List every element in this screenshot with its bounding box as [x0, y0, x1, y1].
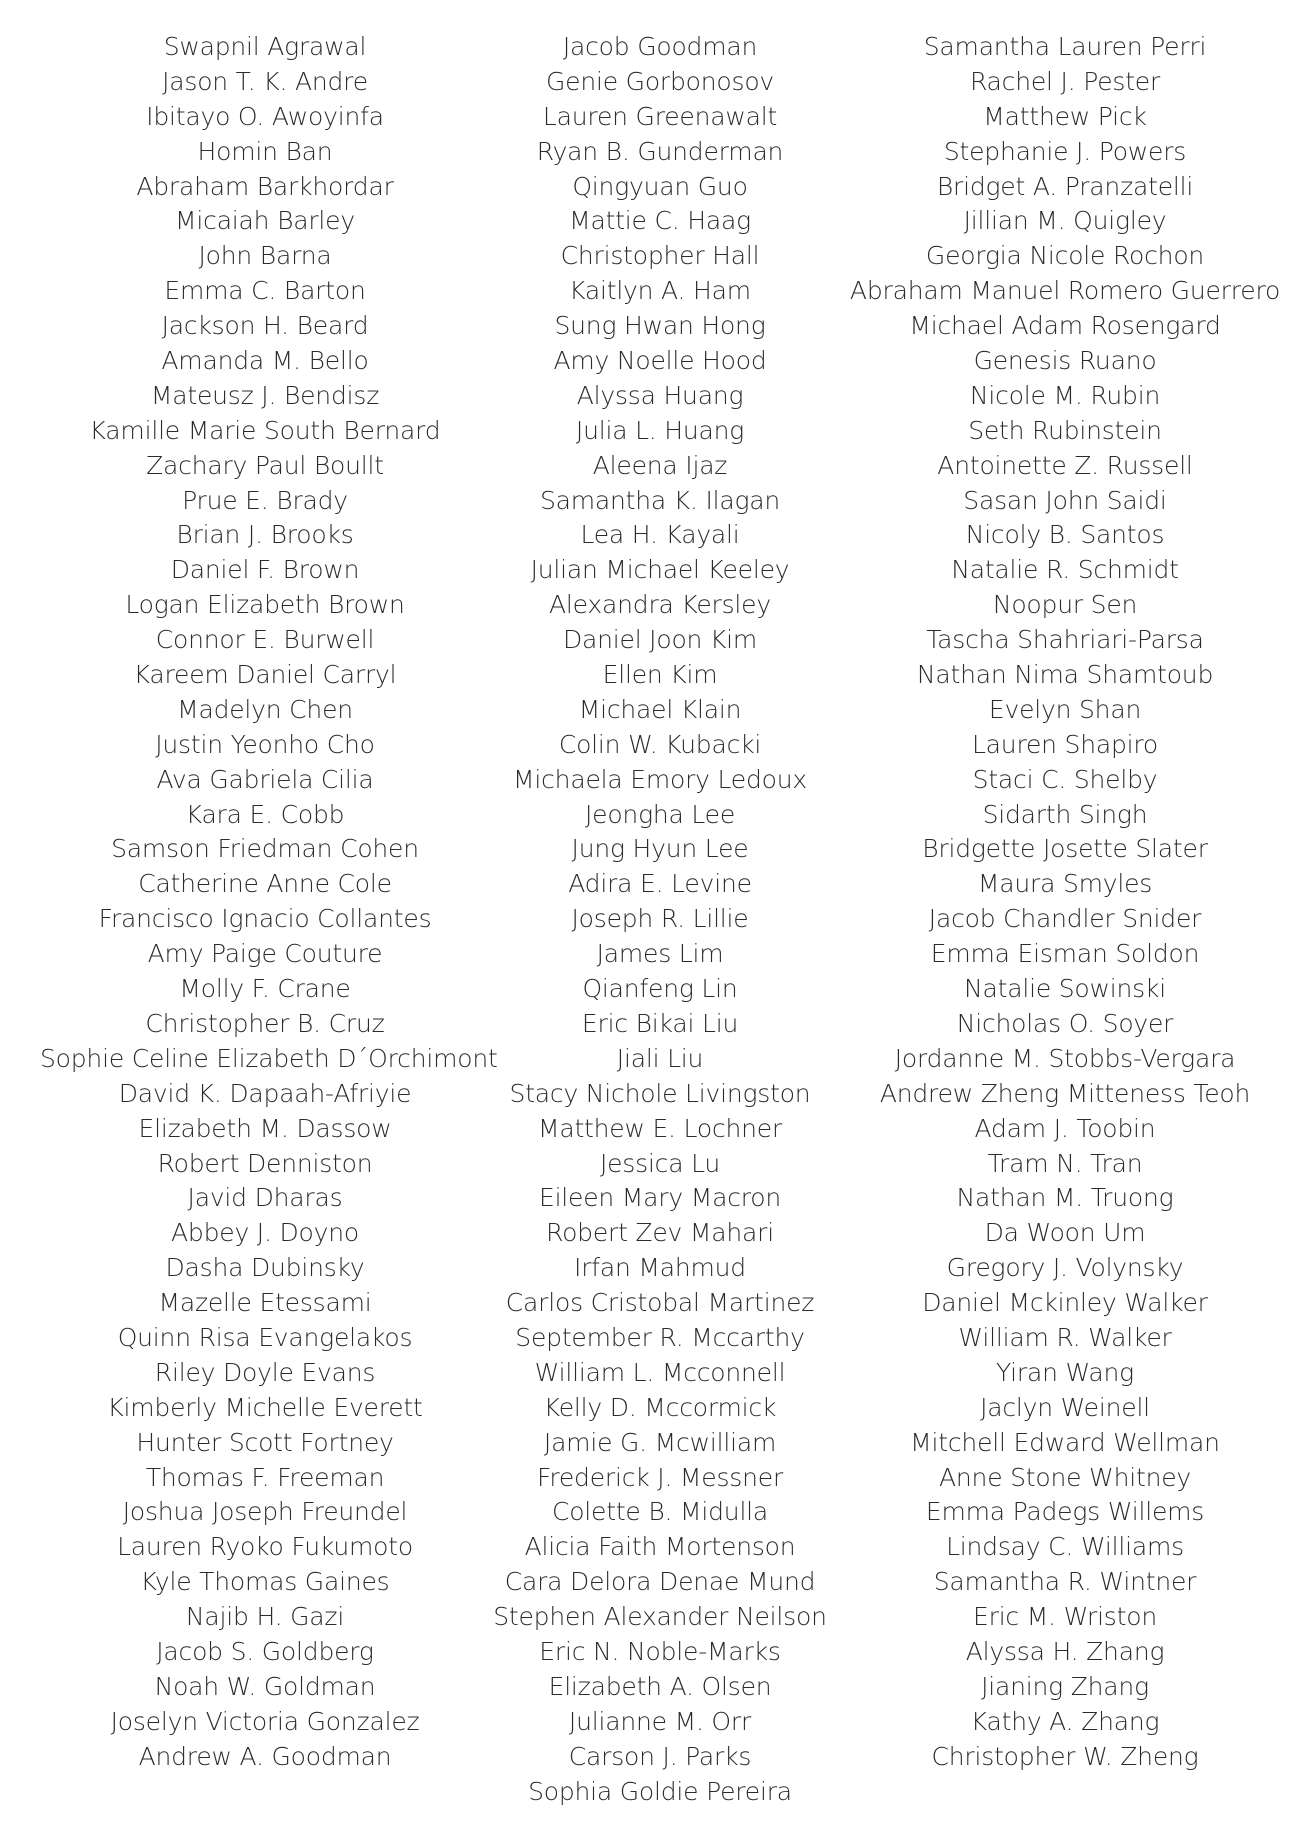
- name-item: Lauren Shapiro: [971, 729, 1159, 759]
- name-item: Sophia Goldie Pereira: [528, 1776, 792, 1806]
- name-item: Stephen Alexander Neilson: [493, 1602, 827, 1632]
- name-item: Qingyuan Guo: [572, 171, 748, 201]
- name-item: William L. Mcconnell: [534, 1357, 786, 1387]
- name-item: Joseph R. Lillie: [571, 904, 749, 934]
- name-item: Colette B. Midulla: [551, 1497, 769, 1527]
- name-item: Natalie Sowinski: [963, 974, 1166, 1004]
- name-item: Sophie Celine Elizabeth D´Orchimont: [40, 1043, 498, 1073]
- name-item: Emma Eisman Soldon: [930, 939, 1200, 969]
- name-item: September R. Mccarthy: [515, 1322, 805, 1352]
- name-item: Abraham Manuel Romero Guerrero: [849, 276, 1281, 306]
- name-item: Jeongha Lee: [584, 799, 736, 829]
- name-column-2: [460, 30, 860, 1809]
- name-item: Brian J. Brooks: [176, 520, 354, 550]
- name-item: Joselyn Victoria Gonzalez: [110, 1706, 420, 1736]
- name-item: Ava Gabriela Cilia: [156, 764, 374, 794]
- name-item: Zachary Paul Boullt: [146, 450, 384, 480]
- name-item: Sasan John Saidi: [963, 485, 1167, 515]
- name-item: Frederick J. Messner: [536, 1462, 784, 1492]
- name-item: Lauren Greenawalt: [542, 101, 778, 131]
- name-item: Cara Delora Denae Mund: [504, 1567, 816, 1597]
- name-item: Eric Bikai Liu: [581, 1008, 739, 1038]
- name-item: Sung Hwan Hong: [554, 311, 766, 341]
- name-item: Tram N. Tran: [987, 1148, 1143, 1178]
- name-item: Hunter Scott Fortney: [136, 1427, 394, 1457]
- name-item: Jacob Chandler Snider: [928, 904, 1202, 934]
- name-item: Kareem Daniel Carryl: [133, 660, 397, 690]
- name-column-1: [40, 30, 498, 1775]
- name-item: Jillian M. Quigley: [963, 206, 1167, 236]
- name-item: Mateusz J. Bendisz: [150, 380, 380, 410]
- name-item: Jackson H. Beard: [161, 311, 369, 341]
- name-item: William R. Walker: [958, 1322, 1172, 1352]
- name-item: Matthew Pick: [983, 101, 1147, 131]
- name-item: Quinn Risa Evangelakos: [117, 1322, 413, 1352]
- name-item: Abraham Barkhordar: [136, 171, 394, 201]
- name-column-3: [830, 30, 1294, 1775]
- name-item: Adam J. Toobin: [974, 1113, 1156, 1143]
- name-item: Anne Stone Whitney: [939, 1462, 1191, 1492]
- name-item: Julian Michael Keeley: [530, 555, 790, 585]
- name-item: Kyle Thomas Gaines: [140, 1567, 390, 1597]
- name-item: Jianing Zhang: [981, 1671, 1149, 1701]
- name-item: Emma Padegs Willems: [925, 1497, 1205, 1527]
- name-item: Ryan B. Gunderman: [536, 136, 784, 166]
- name-item: Connor E. Burwell: [155, 625, 375, 655]
- name-item: Nicholas O. Soyer: [956, 1008, 1174, 1038]
- name-item: Christopher W. Zheng: [931, 1741, 1199, 1771]
- name-item: Georgia Nicole Rochon: [925, 241, 1205, 271]
- name-item: Kamille Marie South Bernard: [89, 415, 441, 445]
- name-item: Aleena Ijaz: [592, 450, 728, 480]
- name-item: Jung Hyun Lee: [571, 834, 749, 864]
- name-item: Mazelle Etessami: [158, 1288, 372, 1318]
- name-item: Kelly D. Mccormick: [543, 1392, 777, 1422]
- name-item: Lindsay C. Williams: [946, 1532, 1184, 1562]
- name-item: Kaitlyn A. Ham: [569, 276, 751, 306]
- name-item: Christopher B. Cruz: [145, 1008, 385, 1038]
- name-item: Noah W. Goldman: [154, 1671, 376, 1701]
- name-item: Michael Adam Rosengard: [909, 311, 1221, 341]
- name-item: Kimberly Michelle Everett: [107, 1392, 423, 1422]
- name-item: Staci C. Shelby: [972, 764, 1158, 794]
- name-item: Amy Paige Couture: [147, 939, 383, 969]
- name-item: Molly F. Crane: [179, 974, 351, 1004]
- name-item: Swapnil Agrawal: [163, 32, 367, 61]
- name-item: Kathy A. Zhang: [970, 1706, 1160, 1736]
- name-item: David K. Dapaah-Afriyie: [118, 1078, 412, 1108]
- name-item: Elizabeth A. Olsen: [548, 1671, 772, 1701]
- name-item: Dasha Dubinsky: [165, 1253, 365, 1283]
- name-item: Genie Gorbonosov: [545, 66, 775, 96]
- name-item: Samantha Lauren Perri: [923, 32, 1207, 61]
- name-item: Andrew Zheng Mitteness Teoh: [879, 1078, 1251, 1108]
- name-item: Catherine Anne Cole: [138, 869, 392, 899]
- name-item: James Lim: [596, 939, 724, 969]
- name-item: Alyssa Huang: [576, 380, 744, 410]
- name-item: Gregory J. Volynsky: [946, 1253, 1184, 1283]
- name-item: Kara E. Cobb: [185, 799, 345, 829]
- name-item: Alexandra Kersley: [549, 590, 771, 620]
- name-item: Nicoly B. Santos: [965, 520, 1165, 550]
- name-item: Michaela Emory Ledoux: [513, 764, 807, 794]
- name-item: Robert Zev Mahari: [546, 1218, 774, 1248]
- name-item: Madelyn Chen: [177, 694, 353, 724]
- name-item: Daniel Mckinley Walker: [922, 1288, 1208, 1318]
- name-item: Alyssa H. Zhang: [965, 1636, 1165, 1666]
- name-item: Nathan Nima Shamtoub: [916, 660, 1214, 690]
- name-item: Logan Elizabeth Brown: [125, 590, 405, 620]
- name-item: John Barna: [198, 241, 332, 271]
- name-item: Amanda M. Bello: [161, 346, 369, 376]
- name-item: Stephanie J. Powers: [943, 136, 1187, 166]
- name-item: Andrew A. Goodman: [138, 1741, 392, 1771]
- name-item: Jamie G. Mcwilliam: [543, 1427, 777, 1457]
- name-item: Nicole M. Rubin: [969, 380, 1161, 410]
- name-item: Eric N. Noble-Marks: [539, 1636, 781, 1666]
- name-item: Maura Smyles: [977, 869, 1153, 899]
- name-item: Carlos Cristobal Martinez: [505, 1288, 815, 1318]
- name-item: Emma C. Barton: [164, 276, 366, 306]
- name-item: Samson Friedman Cohen: [111, 834, 419, 864]
- name-item: Jaclyn Weinell: [980, 1392, 1150, 1422]
- name-item: Bridget A. Pranzatelli: [936, 171, 1194, 201]
- name-item: Jiali Liu: [616, 1043, 704, 1073]
- name-item: Tascha Shahriari-Parsa: [926, 625, 1204, 655]
- name-item: Riley Doyle Evans: [154, 1357, 376, 1387]
- name-item: Amy Noelle Hood: [553, 346, 767, 376]
- name-item: Jacob Goodman: [562, 32, 758, 61]
- name-item: Mattie C. Haag: [569, 206, 751, 236]
- name-item: Jordanne M. Stobbs-Vergara: [894, 1043, 1236, 1073]
- name-item: Stacy Nichole Livingston: [509, 1078, 811, 1108]
- name-item: Carson J. Parks: [568, 1741, 752, 1771]
- name-item: Lea H. Kayali: [580, 520, 740, 550]
- name-item: Alicia Faith Mortenson: [524, 1532, 796, 1562]
- name-item: Eric M. Wriston: [973, 1602, 1157, 1632]
- name-item: Prue E. Brady: [182, 485, 348, 515]
- name-item: Samantha K. Ilagan: [539, 485, 781, 515]
- name-item: Julia L. Huang: [575, 415, 745, 445]
- name-item: Christopher Hall: [560, 241, 760, 271]
- name-item: Irfan Mahmud: [574, 1253, 746, 1283]
- name-item: Colin W. Kubacki: [558, 729, 762, 759]
- name-item: Micaiah Barley: [175, 206, 355, 236]
- name-item: Jacob S. Goldberg: [156, 1636, 374, 1666]
- name-item: Samantha R. Wintner: [933, 1567, 1197, 1597]
- name-item: Da Woon Um: [984, 1218, 1146, 1248]
- name-item: Evelyn Shan: [988, 694, 1142, 724]
- name-item: Genesis Ruano: [973, 346, 1157, 376]
- name-item: Daniel F. Brown: [170, 555, 360, 585]
- name-item: Thomas F. Freeman: [145, 1462, 385, 1492]
- name-item: Robert Denniston: [157, 1148, 373, 1178]
- name-item: Daniel Joon Kim: [562, 625, 758, 655]
- name-item: Adira E. Levine: [568, 869, 752, 899]
- name-item: Qianfeng Lin: [582, 974, 738, 1004]
- name-item: Eileen Mary Macron: [538, 1183, 782, 1213]
- name-item: Seth Rubinstein: [968, 415, 1162, 445]
- name-item: Nathan M. Truong: [956, 1183, 1174, 1213]
- name-item: Joshua Joseph Freundel: [122, 1497, 408, 1527]
- name-item: Najib H. Gazi: [185, 1602, 345, 1632]
- name-item: Elizabeth M. Dassow: [138, 1113, 392, 1143]
- name-item: Justin Yeonho Cho: [155, 729, 375, 759]
- name-item: Francisco Ignacio Collantes: [98, 904, 432, 934]
- name-item: Ellen Kim: [602, 660, 718, 690]
- name-item: Ibitayo O. Awoyinfa: [146, 101, 384, 131]
- name-item: Antoinette Z. Russell: [937, 450, 1193, 480]
- name-item: Michael Klain: [578, 694, 742, 724]
- name-item: Sidarth Singh: [982, 799, 1148, 829]
- name-item: Homin Ban: [197, 136, 333, 166]
- name-item: Julianne M. Orr: [568, 1706, 752, 1736]
- name-item: Matthew E. Lochner: [537, 1113, 783, 1143]
- name-item: Noopur Sen: [992, 590, 1138, 620]
- name-item: Lauren Ryoko Fukumoto: [117, 1532, 413, 1562]
- name-item: Jessica Lu: [599, 1148, 721, 1178]
- name-item: Natalie R. Schmidt: [951, 555, 1179, 585]
- name-item: Yiran Wang: [995, 1357, 1134, 1387]
- name-item: Jason T. K. Andre: [162, 66, 368, 96]
- name-item: Abbey J. Doyno: [171, 1218, 359, 1248]
- name-item: Javid Dharas: [187, 1183, 343, 1213]
- name-item: Rachel J. Pester: [969, 66, 1161, 96]
- name-item: Bridgette Josette Slater: [922, 834, 1208, 864]
- name-item: Mitchell Edward Wellman: [910, 1427, 1220, 1457]
